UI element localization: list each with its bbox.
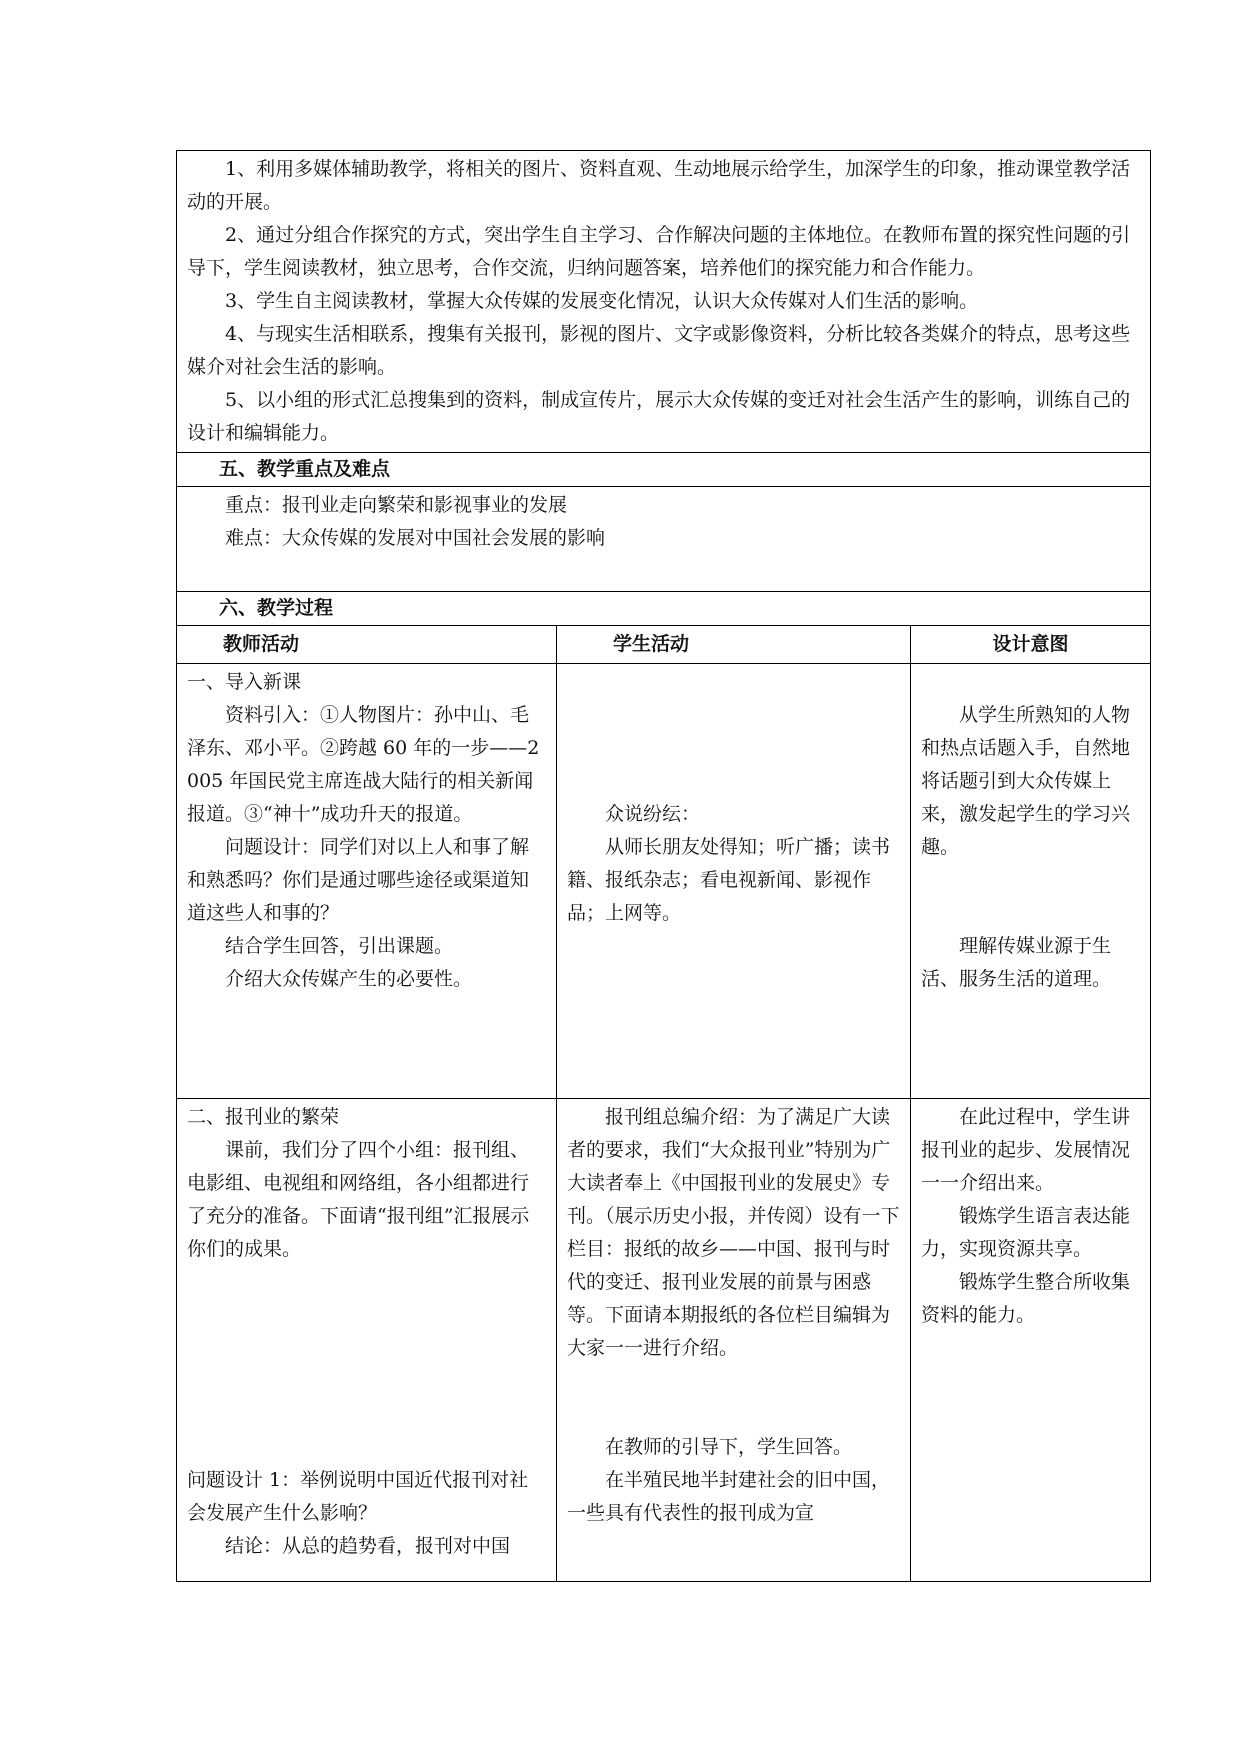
student-para: 在半殖民地半封建社会的旧中国，一些具有代表性的报刊成为宣	[567, 1469, 891, 1524]
teacher-conclusion: 结论：从总的趋势看，报刊对中国	[225, 1535, 511, 1557]
student-cell	[557, 664, 911, 1099]
method-item: 1、利用多媒体辅助教学，将相关的图片、资料直观、生动地展示给学生，加深学生的印象，推动课堂教学活动的开展。	[187, 158, 1131, 213]
process-row-intro	[177, 664, 1151, 1099]
teacher-para: 结合学生回答，引出课题。	[225, 935, 454, 957]
key-point: 重点：报刊业走向繁荣和影视事业的发展	[225, 494, 568, 516]
header-student: 学生活动	[557, 626, 911, 664]
process-row-press	[177, 1099, 1151, 1582]
teacher-heading: 一、导入新课	[187, 671, 302, 693]
spacer	[187, 1398, 546, 1464]
spacer	[567, 732, 900, 798]
spacer	[187, 1266, 546, 1332]
student-para: 众说纷纭：	[605, 803, 701, 825]
column-header-row	[177, 626, 1151, 664]
student-para: 从师长朋友处得知；听广播；读书籍、报纸杂志；看电视新闻、影视作品；上网等。	[567, 836, 891, 924]
section5-title: 五、教学重点及难点	[177, 453, 1151, 487]
section6-heading-row	[177, 592, 1151, 626]
spacer	[187, 1332, 546, 1398]
student-para: 报刊组总编介绍：为了满足广大读者的要求，我们“大众报刊业”特别为广大读者奉上《中国报刊业的发展史》专刊。（展示历史小报，并传阅）设有一下栏目：报纸的故乡——中国、报刊与时代的变迁、报刊业发展的前景与困惑等。下面请本期报纸的各位栏目编辑为大家一一进行介绍。	[567, 1106, 900, 1359]
teacher-cell	[177, 664, 557, 1099]
difficulty: 难点：大众传媒的发展对中国社会发展的影响	[225, 527, 606, 549]
intent-para: 在此过程中，学生讲报刊业的起步、发展情况一一介绍出来。	[921, 1106, 1131, 1194]
spacer	[921, 864, 1140, 930]
teacher-question: 问题设计 1：举例说明中国近代报刊对社会发展产生什么影响？	[187, 1469, 529, 1524]
section5-content	[177, 487, 1151, 592]
spacer	[567, 666, 900, 732]
methods-cell	[177, 151, 1151, 453]
intent-para: 从学生所熟知的人物和热点话题入手，自然地将话题引到大众传媒上来，激发起学生的学习兴趣。	[921, 704, 1131, 858]
section5-heading-row	[177, 453, 1151, 487]
intent-cell	[911, 1099, 1151, 1582]
teacher-cell	[177, 1099, 557, 1582]
teacher-para: 介绍大众传媒产生的必要性。	[225, 968, 473, 990]
teacher-para: 问题设计：同学们对以上人和事了解和熟悉吗？你们是通过哪些途径或渠道知道这些人和事的？	[187, 836, 530, 924]
teacher-para: 资料引入：①人物图片：孙中山、毛泽东、邓小平。②跨越 60 年的一步——2005 年国民党主席连战大陆行的相关新闻报道。③“神十”成功升天的报道。	[187, 704, 540, 825]
method-item: 4、与现实生活相联系，搜集有关报刊，影视的图片、文字或影像资料，分析比较各类媒介的特点，思考这些媒介对社会生活的影响。	[187, 323, 1131, 378]
method-item: 3、学生自主阅读教材，掌握大众传媒的发展变化情况，认识大众传媒对人们生活的影响。	[225, 290, 979, 312]
spacer	[921, 666, 1140, 699]
teacher-heading: 二、报刊业的繁荣	[187, 1106, 340, 1128]
method-item: 2、通过分组合作探究的方式，突出学生自主学习、合作解决问题的主体地位。在教师布置的探究性问题的引导下，学生阅读教材，独立思考，合作交流，归纳问题答案，培养他们的探究能力和合作能力。	[187, 224, 1131, 279]
header-teacher: 教师活动	[177, 626, 557, 664]
section5-content-row	[177, 487, 1151, 592]
method-item: 5、以小组的形式汇总搜集到的资料，制成宣传片，展示大众传媒的变迁对社会生活产生的影响，训练自己的设计和编辑能力。	[187, 389, 1131, 444]
teacher-para: 课前，我们分了四个小组：报刊组、电影组、电视组和网络组，各小组都进行了充分的准备。下面请“报刊组”汇报展示你们的成果。	[187, 1139, 530, 1260]
intent-para: 理解传媒业源于生活、服务生活的道理。	[921, 935, 1112, 990]
methods-row	[177, 151, 1151, 453]
intent-para: 锻炼学生语言表达能力，实现资源共享。	[921, 1205, 1131, 1260]
intent-para: 锻炼学生整合所收集资料的能力。	[921, 1271, 1131, 1326]
spacer	[567, 1365, 900, 1431]
header-intent: 设计意图	[911, 626, 1151, 664]
student-para: 在教师的引导下，学生回答。	[605, 1436, 853, 1458]
intent-cell	[911, 664, 1151, 1099]
lesson-plan-table	[176, 150, 1151, 1582]
section6-title: 六、教学过程	[177, 592, 1151, 626]
student-cell	[557, 1099, 911, 1582]
